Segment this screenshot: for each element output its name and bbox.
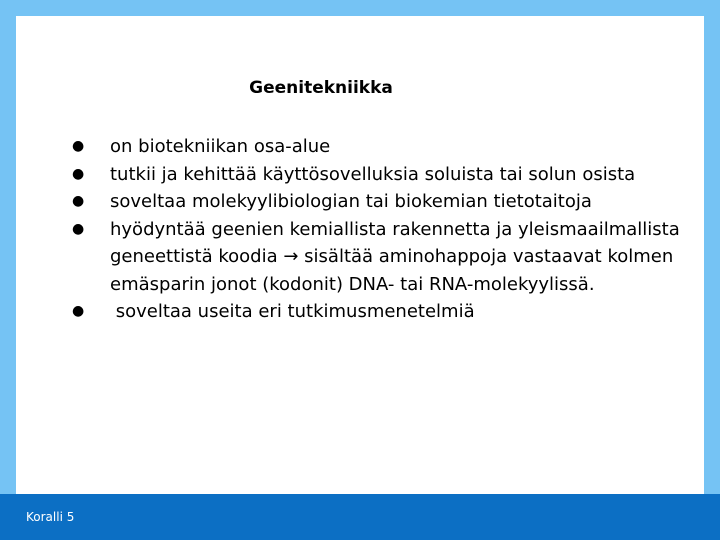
footer-label: Koralli 5	[26, 510, 75, 524]
bullet-text: soveltaa useita eri tutkimusmenetelmiä	[110, 301, 475, 322]
slide-panel	[16, 16, 704, 494]
bullet-dot-icon: ●	[72, 165, 85, 182]
list-item	[72, 161, 692, 189]
bullet-text: tutkii ja kehittää käyttösovelluksia soluista tai solun osista	[110, 163, 636, 185]
list-item	[72, 216, 692, 299]
bullet-dot-icon: ●	[72, 193, 85, 209]
list-item	[72, 133, 692, 161]
bullet-text: hyödyntää geenien kemiallista rakennetta ja yleismaailmallista geneettistä koodia → sisältää aminohappoja vastaavat kolmen emäsparin jonot (kodonit) DNA- tai RNA-molekyylissä.	[110, 218, 680, 295]
bullet-dot-icon: ●	[72, 220, 85, 237]
bullet-dot-icon: ●	[72, 138, 85, 154]
slide-title: Geenitekniikka	[249, 78, 393, 98]
list-item	[72, 298, 692, 326]
bullet-dot-icon: ●	[72, 303, 85, 319]
bullet-text: soveltaa molekyylibiologian tai biokemian tietotaitoja	[110, 191, 592, 212]
footer-bar	[0, 494, 720, 540]
list-item	[72, 188, 692, 216]
bullet-text: on biotekniikan osa-alue	[110, 136, 331, 157]
bullet-list	[72, 133, 692, 326]
